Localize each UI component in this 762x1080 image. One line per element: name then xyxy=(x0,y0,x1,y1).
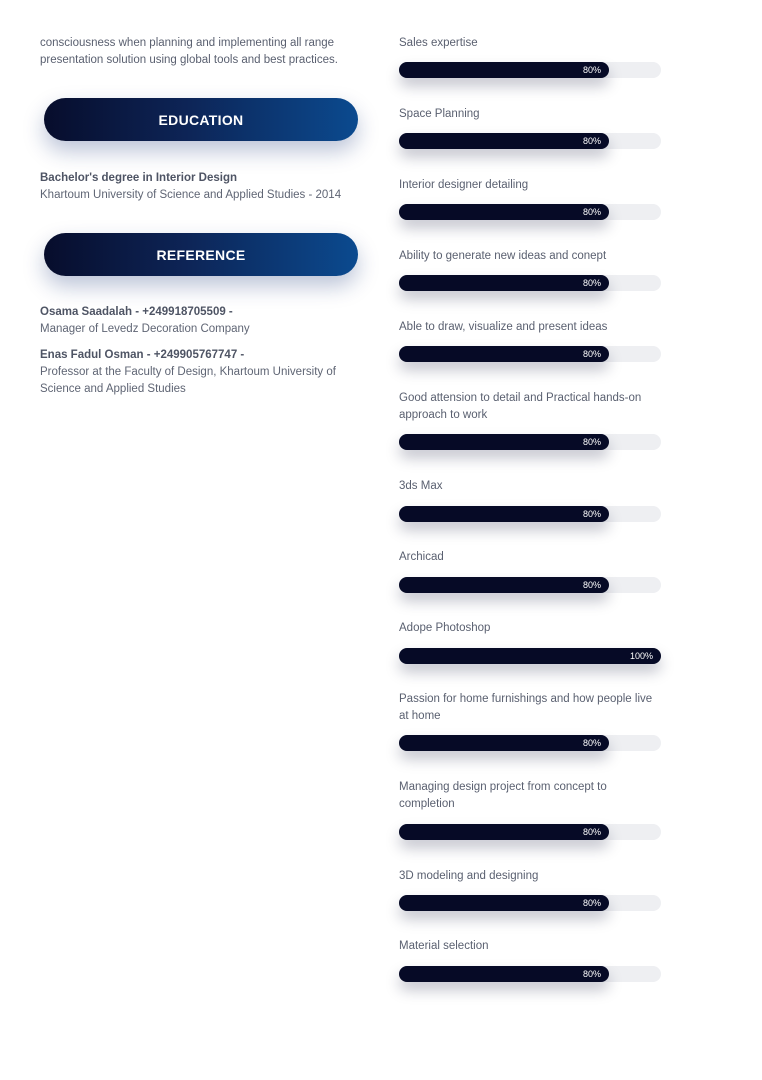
education-degree: Bachelor's degree in Interior Design xyxy=(40,172,238,184)
intro-text: consciousness when planning and implementing all range presentation solution using global tools and best practices. xyxy=(40,37,338,66)
skill-row xyxy=(399,868,661,908)
skill-row xyxy=(399,478,661,519)
skill-label: Material selection xyxy=(399,940,489,952)
skill-bar-fill xyxy=(399,506,609,522)
skill-bar-track xyxy=(399,735,661,751)
skill-bar-track xyxy=(399,966,661,982)
skill-bar-fill xyxy=(399,275,609,291)
skill-label: 3ds Max xyxy=(399,480,443,492)
skill-bar-track xyxy=(399,895,661,911)
skill-label: Able to draw, visualize and present ideas xyxy=(399,321,608,333)
skill-label: Sales expertise xyxy=(399,37,478,49)
skill-percent-label: 80% xyxy=(582,136,601,146)
skill-bar-track xyxy=(399,346,661,362)
reference-name: Osama Saadalah - +249918705509 - xyxy=(40,306,233,318)
skill-label: Interior designer detailing xyxy=(399,179,529,191)
skill-percent-label: 80% xyxy=(582,207,601,217)
skill-label: Archicad xyxy=(399,551,444,563)
education-institution: Khartoum University of Science and Applied Studies - 2014 xyxy=(40,189,342,201)
skill-percent-label: 80% xyxy=(582,969,601,979)
skill-bar-fill xyxy=(399,62,609,78)
skill-label: Good attension to detail and Practical hands-on approach to work xyxy=(399,392,642,421)
skill-bar-track xyxy=(399,204,661,220)
skill-bar-track xyxy=(399,275,661,291)
skill-percent-label: 80% xyxy=(582,278,601,288)
skill-row xyxy=(399,390,661,447)
reference-list xyxy=(40,304,360,398)
reference-item xyxy=(40,304,360,338)
reference-role: Professor at the Faculty of Design, Khartoum University of Science and Applied Studies xyxy=(40,366,336,395)
skill-row xyxy=(399,35,661,75)
skill-row xyxy=(399,248,661,288)
skill-bar-fill xyxy=(399,895,609,911)
skill-row xyxy=(399,106,661,146)
skill-percent-label: 80% xyxy=(582,738,601,748)
skill-bar-track xyxy=(399,648,661,664)
skill-row xyxy=(399,549,661,590)
reference-role: Manager of Levedz Decoration Company xyxy=(40,323,250,335)
reference-name: Enas Fadul Osman - +249905767747 - xyxy=(40,349,245,361)
skill-percent-label: 80% xyxy=(582,827,601,837)
skill-bar-track xyxy=(399,577,661,593)
skill-bar-track xyxy=(399,434,661,450)
left-column xyxy=(40,35,360,398)
reference-heading: REFERENCE xyxy=(44,233,358,276)
skill-row xyxy=(399,691,661,748)
skill-percent-label: 100% xyxy=(629,651,653,661)
skill-row xyxy=(399,319,661,359)
skill-bar-fill xyxy=(399,824,609,840)
skill-bar-fill xyxy=(399,346,609,362)
skill-label: Managing design project from concept to completion xyxy=(399,781,607,810)
education-entry xyxy=(40,170,360,204)
skill-bar-track xyxy=(399,133,661,149)
skill-percent-label: 80% xyxy=(582,349,601,359)
skill-label: Space Planning xyxy=(399,108,480,120)
skill-percent-label: 80% xyxy=(582,898,601,908)
skill-bar-track xyxy=(399,824,661,840)
skill-bar-fill xyxy=(399,966,609,982)
skill-bar-fill xyxy=(399,434,609,450)
education-heading: EDUCATION xyxy=(44,98,358,141)
skill-percent-label: 80% xyxy=(582,580,601,590)
skill-row xyxy=(399,938,661,979)
skill-bar-fill xyxy=(399,133,609,149)
skill-percent-label: 80% xyxy=(582,509,601,519)
reference-item xyxy=(40,347,360,398)
skill-bar-fill xyxy=(399,204,609,220)
skill-percent-label: 80% xyxy=(582,65,601,75)
skill-label: Ability to generate new ideas and conept xyxy=(399,250,607,262)
skill-label: 3D modeling and designing xyxy=(399,870,539,882)
skill-row xyxy=(399,779,661,837)
skill-label: Adope Photoshop xyxy=(399,622,491,634)
skill-bar-track xyxy=(399,62,661,78)
skill-percent-label: 80% xyxy=(582,437,601,447)
skill-row xyxy=(399,620,661,661)
skill-bar-fill xyxy=(399,577,609,593)
skill-bar-track xyxy=(399,506,661,522)
skill-label: Passion for home furnishings and how people live at home xyxy=(399,693,653,722)
skill-row xyxy=(399,177,661,217)
skill-bar-fill xyxy=(399,735,609,751)
skill-bar-fill xyxy=(399,648,661,664)
